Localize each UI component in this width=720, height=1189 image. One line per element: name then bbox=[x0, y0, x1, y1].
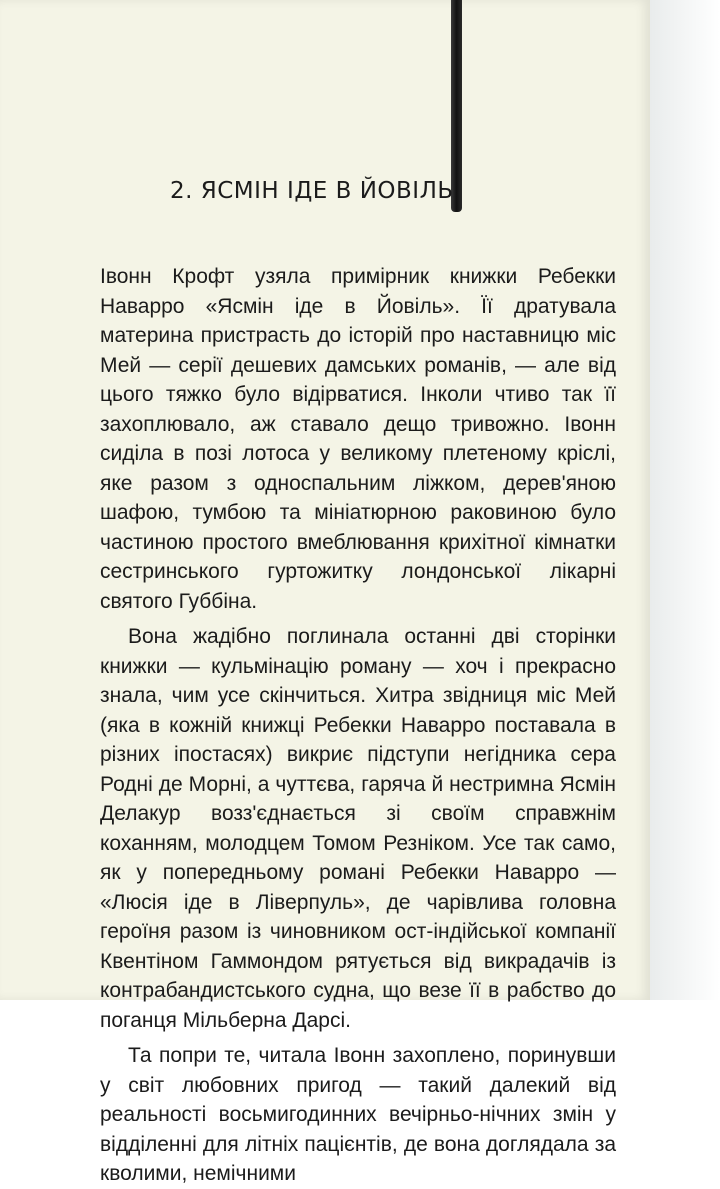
chapter-body bbox=[100, 262, 616, 1189]
paragraph: Та попри те, читала Івонн захоплено, поринувши у світ любовних пригод — такий далекий від реальності восьмигодинних вечірньо-нічних змін у відділенні для літніх пацієнтів, де вона доглядала за кволими, немічними bbox=[100, 1044, 616, 1185]
chapter-title: 2. ЯСМІН ІДЕ В ЙОВІЛЬ bbox=[170, 178, 454, 204]
page-edge bbox=[650, 0, 720, 1000]
paragraph: Вона жадібно поглинала останні дві сторінки книжки — кульмінацію роману — хоч і прекрасно знала, чим усе скінчиться. Хитра звідниця міс Мей (яка в кожній книжці Ребекки Наварро поставала в різних іпостасях) викриє підступи негідника сера Родні де Морні, а чуттєва, гаряча й нестримна Ясмін Делакур возз'єднається зі своїм справжнім коханням, молодцем Томом Резніком. Усе так само, як у попередньому романі Ребекки Наварро — «Люсія іде в Ліверпуль», де чарівлива головна героїня разом із чиновником ост-індійської компанії Квентіном Гаммондом рятується від викрадачів із контрабандистського судна, що везе її в рабство до поганця Мільберна Дарсі. bbox=[100, 625, 616, 1032]
paragraph: Івонн Крофт узяла примірник книжки Ребекки Наварро «Ясмін іде в Йовіль». Її дратувала материна пристрасть до історій про наставницю міс Мей — серії дешевих дамських романів, — але від цього тяжко було відірватися. Інколи чтиво так її захоплювало, аж ставало дещо тривожно. Івонн сиділа в позі лотоса у великому плетеному кріслі, яке разом з односпальним ліжком, дерев'яною шафою, тумбою та мініатюрною раковиною було частиною простого вмеблювання крихітної кімнатки сестринського гуртожитку лондонської лікарні святого Губбіна. bbox=[100, 265, 616, 613]
